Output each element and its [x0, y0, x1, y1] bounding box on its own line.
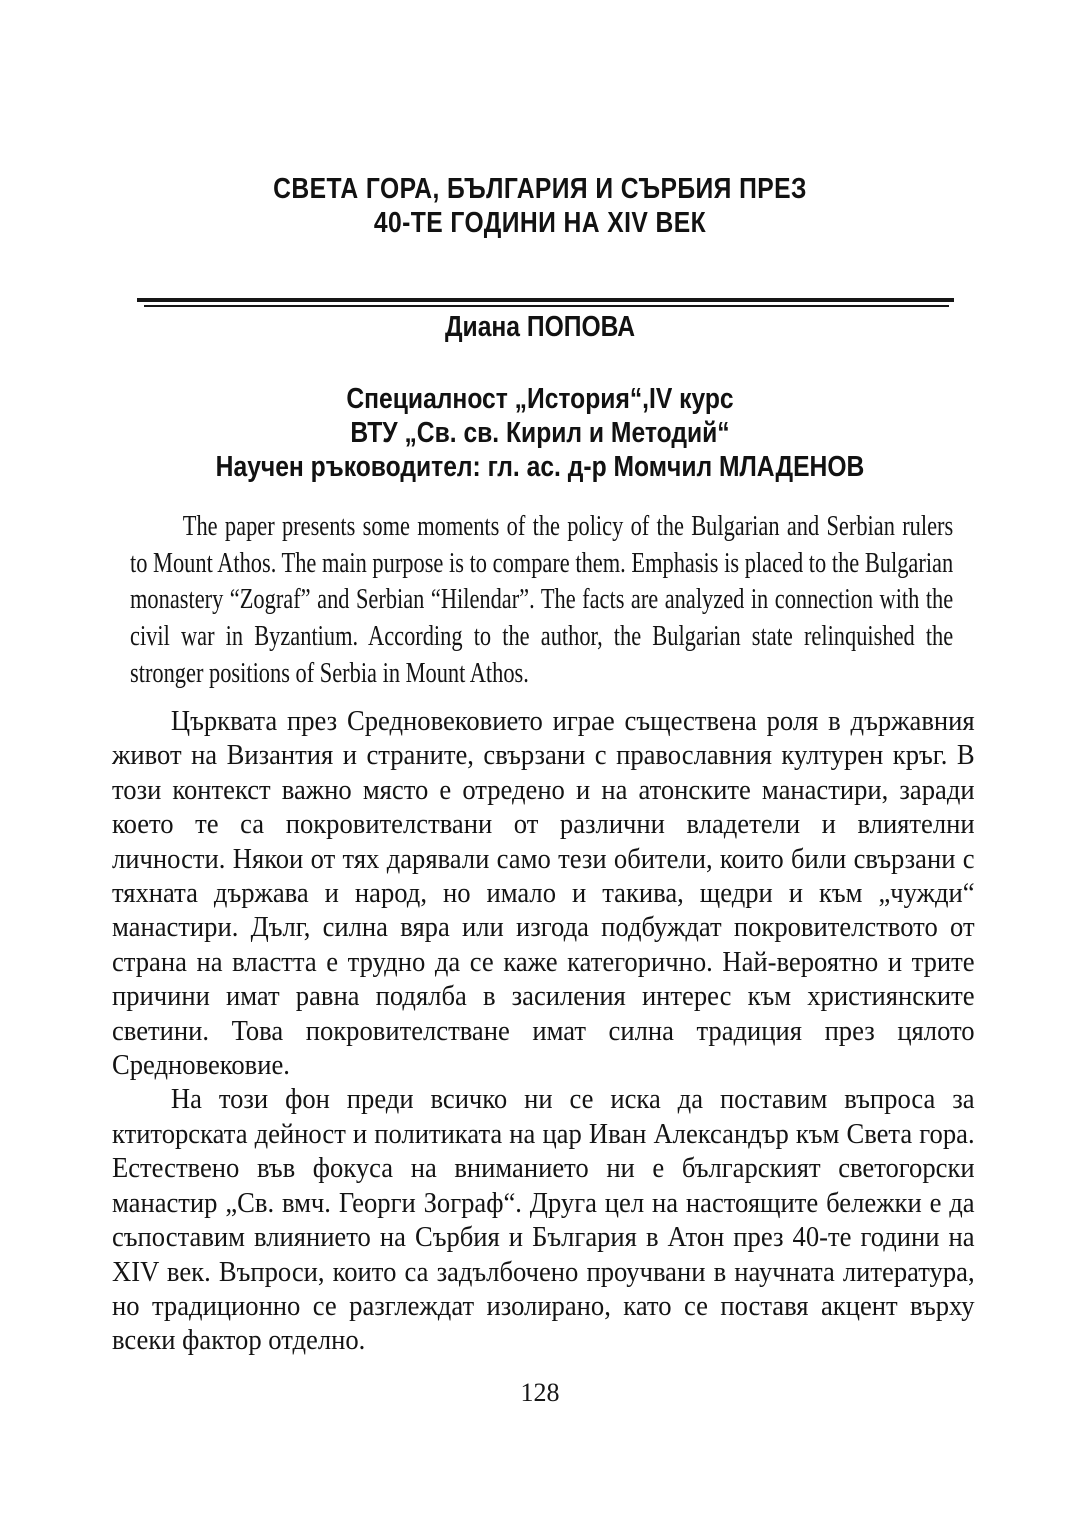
- page-number: 128: [520, 1378, 560, 1407]
- affiliation-block: [81, 382, 999, 484]
- affiliation-line-speciality: Специалност „История“,IV курс: [346, 383, 734, 415]
- body-paragraph-1: Църквата през Средновековието играе съществена роля в държавния живот на Византия и страните, свързани с православния културен кръг. В този контекст важно място е отредено и на атонските манастири, заради което те са покровителствани от различни владетели и влиятелни личности. Някои от тях дарявали само тези обители, които били свързани с тяхната държава и народ, но имало и такива, щедри и към „чужди“ манастири. Дълг, силна вяра или изгода подбуждат покровителството от страна на властта е трудно да се каже категорично. Най-вероятно и трите причини имат равна подялба в засиления интерес към християнските светини. Това покровителстване имат силна традиция през цялото Средновековие.: [112, 706, 975, 1082]
- abstract-english: [130, 509, 953, 693]
- body-paragraph-2: На този фон преди всичко ни се иска да поставим въпроса за ктиторската дейност и политиката на цар Иван Александър към Света гора. Естествено във фокуса на вниманието ни е българският светогорски манастир „Св. вмч. Георги Зограф“. Друга цел на настоящите бележки е да съпоставим влиянието на Сърбия и България в Атон през 40-те години на XIV век. Въпроси, които са задълбочено проучвани в научната литература, но традиционно се разглеждат изолирано, като се поставя акцент върху всеки фактор отделно.: [112, 1084, 975, 1357]
- separator-rule-thin: [144, 305, 949, 307]
- title-line-2: 40-ТЕ ГОДИНИ НА XIV ВЕК: [373, 207, 707, 239]
- separator-double-rule: [137, 298, 954, 307]
- article-title: [81, 172, 999, 240]
- affiliation-line-supervisor: Научен ръководител: гл. ас. д-р Момчил МЛАДЕНОВ: [215, 451, 865, 483]
- separator-rule-thick: [137, 298, 954, 302]
- article-body: [112, 705, 975, 1359]
- abstract-paragraph: The paper presents some moments of the policy of the Bulgarian and Serbian rulers to Mount Athos. The main purpose is to compare them. Emphasis is placed to the Bulgarian monastery “Zograf” and Serbian “Hilendar”. The facts are analyzed in connection with the civil war in Byzantium. According to the author, the Bulgarian state relinquished the stronger positions of Serbia in Mount Athos.: [130, 511, 954, 689]
- affiliation-line-university: ВТУ „Св. св. Кирил и Методий“: [350, 417, 730, 449]
- author-name: Диана ПОПОВА: [444, 311, 636, 343]
- title-line-1: СВЕТА ГОРА, БЪЛГАРИЯ И СЪРБИЯ ПРЕЗ: [273, 173, 807, 205]
